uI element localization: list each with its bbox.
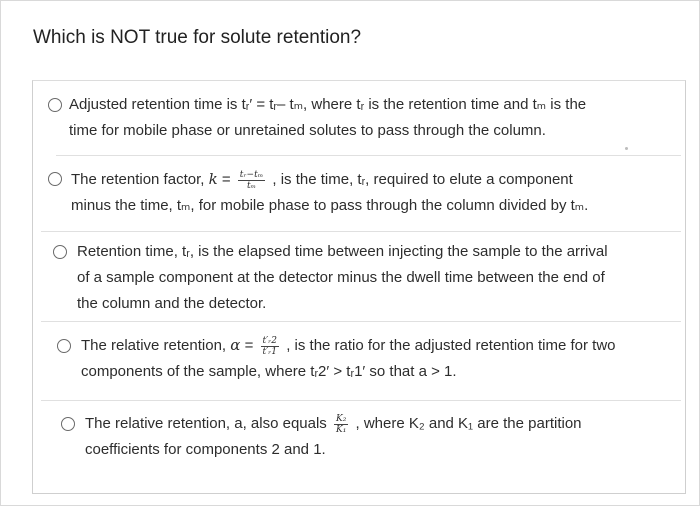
option-1-line-2: time for mobile phase or unretained solutes to pass through the column. [69,122,546,139]
separator-2 [41,231,681,232]
option-4-radio[interactable] [57,339,71,353]
option-2-k-symbol: k [208,170,218,188]
option-5-fraction [334,414,348,435]
option-5-line-2: coefficients for components 2 and 1. [85,441,326,458]
option-5-text-a: The relative retention, a, also equals [85,415,327,432]
option-1-label[interactable] [69,92,586,144]
option-2-line-2: minus the time, tₘ, for mobile phase to pass through the column divided by tₘ. [71,197,589,214]
resize-dot [625,147,628,150]
option-2-fraction [238,170,265,191]
option-4-equals: = [244,337,254,354]
option-1-radio[interactable] [48,98,62,112]
option-5-radio[interactable] [61,417,75,431]
option-4-text-a: The relative retention, [81,337,227,354]
option-4-fraction [261,336,280,357]
option-4-alpha-symbol: α [230,336,241,354]
question-text: Which is NOT true for solute retention? [33,27,362,48]
option-5-line-1 [85,411,582,437]
separator-3 [41,321,681,322]
option-2-radio[interactable] [48,172,62,186]
option-2-equals: = [221,171,231,188]
option-2-text-b: , is the time, tᵣ, required to elute a component [272,171,573,188]
option-3-radio[interactable] [53,245,67,259]
option-3-line-1: Retention time, tᵣ, is the elapsed time between injecting the sample to the arrival [77,243,608,260]
option-2-line-1 [71,166,588,193]
option-1-line-1: Adjusted retention time is tᵣ′ = tᵣ– tₘ, where tᵣ is the retention time and tₘ is the [69,96,587,113]
option-2-label[interactable] [71,166,588,219]
option-3-line-3: the column and the detector. [77,295,267,312]
option-2-fraction-numerator: tᵣ−tₘ [239,169,264,180]
option-2-fraction-denominator: tₘ [246,180,257,191]
option-4-label[interactable] [81,332,616,385]
option-3-line-2: of a sample component at the detector minus the dwell time between the end of [77,269,605,286]
option-4-fraction-numerator: t′ᵣ2 [262,335,278,346]
option-5-label[interactable] [85,411,582,463]
separator-4 [41,400,681,401]
option-5-text-b: , where K₂ and K₁ are the partition [355,415,582,432]
option-3-label[interactable] [77,239,608,317]
option-5-fraction-denominator: K₁ [335,424,347,435]
option-4-text-b: , is the ratio for the adjusted retention time for two [286,337,616,354]
option-4-line-2: components of the sample, where tᵣ2′ > tᵣ1′ so that a > 1. [81,363,457,380]
option-4-line-1 [81,332,616,359]
option-5-fraction-numerator: K₂ [335,413,347,424]
separator-1 [56,155,681,156]
option-2-text-a: The retention factor, [71,171,205,188]
option-4-fraction-denominator: t′ᵣ1 [262,346,278,357]
